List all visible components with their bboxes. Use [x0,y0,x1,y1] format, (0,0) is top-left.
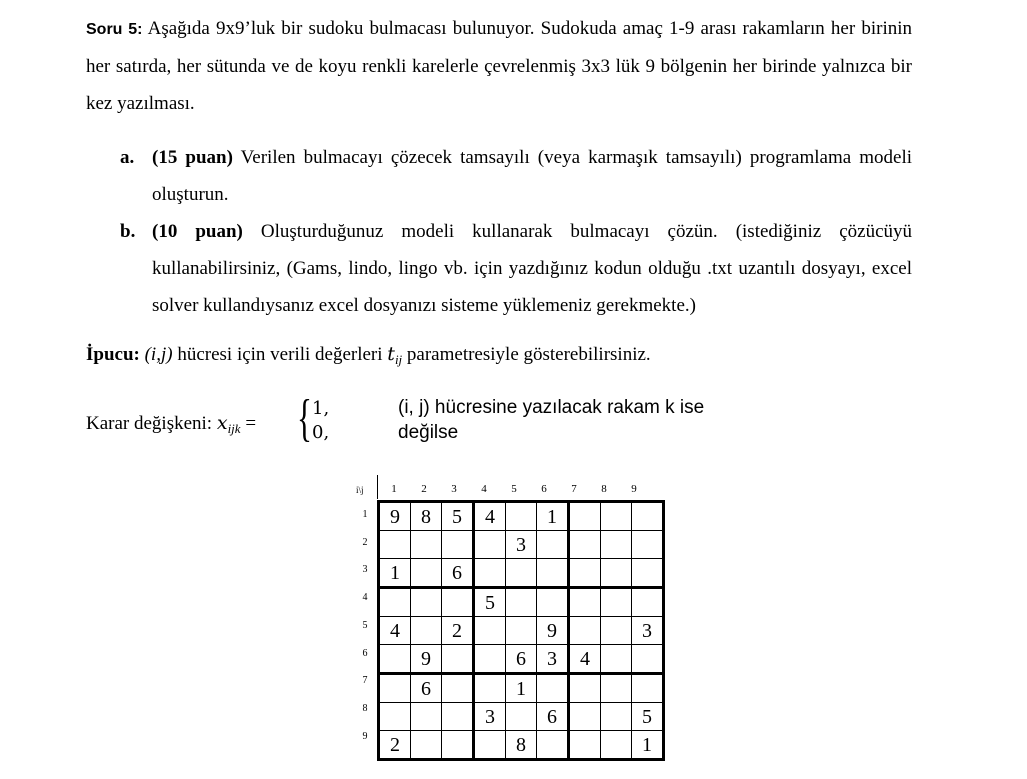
decision-var-sub: ijk [227,421,241,436]
sudoku-cell [632,559,664,588]
sudoku-cell: 1 [537,502,569,531]
column-header: 2 [421,483,427,495]
sudoku-cell: 5 [442,502,474,531]
sudoku-cell [601,588,632,617]
row-header: 9 [362,730,368,742]
row-header: 7 [362,675,368,687]
sudoku-cell: 5 [474,588,506,617]
corner-label: i\j [356,485,364,495]
sudoku-cell [601,531,632,559]
sudoku-cell: 1 [632,731,664,760]
case0-value: 0, [312,422,330,443]
row-header: 8 [362,702,368,714]
case1-value: 1, [312,398,330,419]
sudoku-cell [442,703,474,731]
question-parts [120,139,912,324]
sudoku-cell: 9 [379,502,411,531]
sudoku-row [379,559,664,588]
sudoku-cell: 3 [632,617,664,645]
sudoku-cell [601,674,632,703]
case0-text: değilse [398,422,459,443]
sudoku-cell [474,531,506,559]
sudoku-cell [569,559,601,588]
sudoku-cell: 5 [632,703,664,731]
column-header: 6 [541,483,547,495]
sudoku-row [379,617,664,645]
hint-text-before: hücresi için verili değerleri [172,344,388,365]
sudoku-cell: 1 [506,674,537,703]
sudoku-cell: 6 [411,674,442,703]
sudoku-cell [537,588,569,617]
axis-divider [377,475,378,499]
sudoku-cell [632,588,664,617]
sudoku-cell [537,531,569,559]
decision-label: Karar değişkeni: [86,413,217,434]
sudoku-cell [442,645,474,674]
part-text: Oluşturduğunuz modeli kullanarak bulmacayı çözün. (istediğiniz çözücüyü kullanabilirsiniz, (Gams, lindo, lingo vb. için yazdığınız kodun olduğu .txt uzantılı dosyayı, excel solver kullandıysanız excel dosyanızı sisteme yüklemeniz gerekmekte.) [152,221,913,316]
question-label: Soru 5: [86,21,143,38]
sudoku-cell: 9 [537,617,569,645]
sudoku-cell: 3 [474,703,506,731]
hint-param-sub: ij [394,352,403,367]
sudoku-row [379,588,664,617]
part-a [120,139,912,213]
sudoku-cell [379,531,411,559]
sudoku-cell [506,502,537,531]
sudoku-cell [379,674,411,703]
sudoku-cell: 6 [537,703,569,731]
column-header: 1 [391,483,397,495]
sudoku-row [379,674,664,703]
decision-var: x [216,412,228,434]
row-header: 1 [362,509,368,520]
part-points: (10 puan) [152,221,243,242]
sudoku-cell: 8 [506,731,537,760]
part-points: (15 puan) [152,147,233,168]
sudoku-cell [411,531,442,559]
question-paragraph [86,10,912,122]
sudoku-cell [379,645,411,674]
row-header: 5 [362,619,368,631]
hint-text-after: parametresiyle gösterebilirsiniz. [402,344,651,365]
sudoku-cell [474,674,506,703]
column-header: 7 [571,483,577,495]
sudoku-cell: 9 [411,645,442,674]
sudoku-cell: 8 [411,502,442,531]
sudoku-row [379,645,664,674]
sudoku-cell [411,731,442,760]
part-letter: b. [120,221,136,242]
sudoku-cell [442,731,474,760]
sudoku-row [379,531,664,559]
sudoku-cell [411,559,442,588]
sudoku-cell [442,588,474,617]
sudoku-cell: 1 [379,559,411,588]
column-header: 5 [511,483,517,495]
hint-label: İpucu: [86,344,140,365]
sudoku-cell [411,617,442,645]
sudoku-cell [537,559,569,588]
sudoku-cell [506,703,537,731]
sudoku-cell [569,617,601,645]
row-header: 4 [362,592,368,604]
decision-label-group [86,412,256,437]
sudoku-cell [474,617,506,645]
sudoku-row [379,703,664,731]
sudoku-cell [569,531,601,559]
sudoku-cell: 4 [474,502,506,531]
sudoku-cell: 2 [442,617,474,645]
sudoku-cell: 4 [379,617,411,645]
sudoku-cell [474,731,506,760]
sudoku-grid [377,500,665,761]
sudoku-cell [537,731,569,760]
sudoku-cell [411,588,442,617]
sudoku-cell [569,502,601,531]
sudoku-cell [411,703,442,731]
sudoku-cell [601,645,632,674]
sudoku-cell [474,645,506,674]
sudoku-cell [569,703,601,731]
question-text: Aşağıda 9x9’luk bir sudoku bulmacası bulunuyor. Sudokuda amaç 1-9 arası rakamların her birinin her satırda, her sütunda ve de koyu renkli karelerle çevrelenmiş 3x3 lük 9 bölgenin her birinde yalnızca bir kez yazılması. [86,18,912,114]
sudoku-cell [506,559,537,588]
sudoku-cell: 3 [506,531,537,559]
sudoku-cell: 6 [506,645,537,674]
sudoku-cell [601,703,632,731]
column-header: 3 [451,483,457,495]
part-letter: a. [120,147,135,168]
sudoku-cell [601,559,632,588]
row-header: 3 [362,564,368,576]
sudoku-cell [506,617,537,645]
sudoku-cell [632,674,664,703]
sudoku-cell: 3 [537,645,569,674]
column-header: 8 [601,483,607,495]
sudoku-cell [442,531,474,559]
sudoku-cell: 4 [569,645,601,674]
hint-paragraph [86,339,651,375]
sudoku-cell [474,559,506,588]
column-header: 9 [631,483,637,495]
sudoku-cell: 6 [442,559,474,588]
sudoku-cell [601,731,632,760]
sudoku-row [379,731,664,760]
sudoku-cell [632,645,664,674]
row-header: 2 [362,536,368,548]
sudoku-cell [569,674,601,703]
sudoku-cell [537,674,569,703]
sudoku-cell [601,502,632,531]
row-header: 6 [362,647,368,659]
case1-text: (i, j) hücresine yazılacak rakam k ise [398,397,705,418]
sudoku-cell [569,588,601,617]
hint-param: t [387,343,395,365]
decision-equals: = [240,413,257,434]
sudoku-cell [569,731,601,760]
sudoku-cell [379,703,411,731]
sudoku-cell [506,588,537,617]
sudoku-cell [379,588,411,617]
sudoku-cell [632,531,664,559]
column-header: 4 [481,483,487,495]
sudoku-cell [601,617,632,645]
part-b [120,213,912,324]
part-text: Verilen bulmacayı çözecek tamsayılı (veya karmaşık tamsayılı) programlama modeli oluşturun. [152,147,912,205]
sudoku-cell [442,674,474,703]
hint-cell: (i,j) [144,344,173,365]
sudoku-cell [632,502,664,531]
brace-icon: { [297,390,312,447]
sudoku-cell: 2 [379,731,411,760]
sudoku-puzzle [351,473,651,757]
sudoku-row [379,502,664,531]
